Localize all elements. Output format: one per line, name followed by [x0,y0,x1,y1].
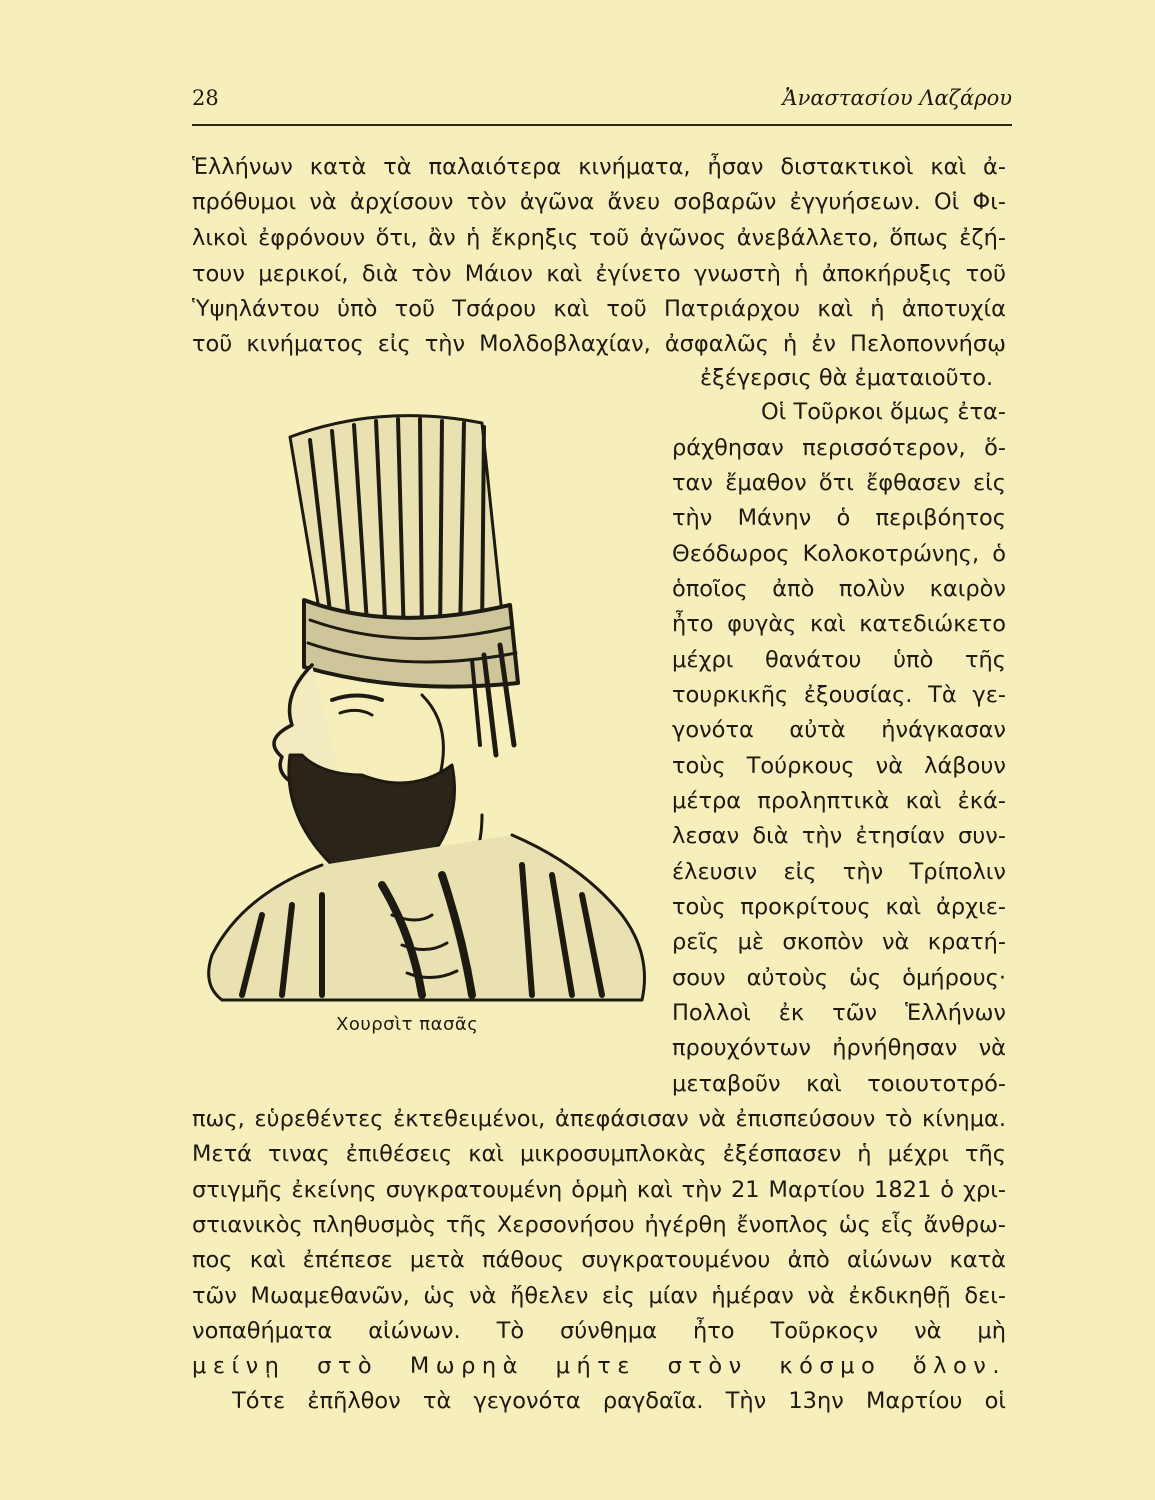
text-line: Θεόδωρος Κολοκοτρώνης, ὁ [672,541,1006,567]
text-line: λεσαν διὰ τὴν ἐτησίαν συν- [672,823,1006,849]
text-line: πρόθυμοι νὰ ἀρχίσουν τὸν ἀγῶνα ἄνευ σοβαρῶν ἐγγυήσεων. Οἱ Φι- [192,189,1006,215]
running-head: Ἀναστασίου Λαζάρου [782,86,1012,110]
text-line: ρεῖς μὲ σκοπὸν νὰ κρατή- [672,929,1006,955]
text-line: ράχθησαν περισσότερον, ὅ- [672,435,1006,461]
text-line: προυχόντων ἠρνήθησαν νὰ [672,1035,1006,1061]
text-line: τῶν Μωαμεθανῶν, ὡς νὰ ἤθελεν εἰς μίαν ἡμέραν νὰ ἐκδικηθῇ δει- [192,1283,1006,1309]
text-line: γονότα αὐτὰ ἠνάγκασαν [672,717,1006,743]
text-line: ἐξέγερσις θὰ ἐματαιοῦτο. [700,365,994,391]
text-line: μεταβοῦν καὶ τοιουτοτρό- [672,1071,1006,1097]
text-line: ἦτο φυγὰς καὶ κατεδιώκετο [672,611,1006,637]
text-line: ταν ἔμαθον ὅτι ἔφθασεν εἰς [672,470,1006,496]
text-line: λικοὶ ἐφρόνουν ὅτι, ἂν ἡ ἔκρηξις τοῦ ἀγῶνος ἀνεβάλλετο, ὅπως ἐζή- [192,225,1006,251]
text-line: μέχρι θανάτου ὑπὸ τῆς [672,647,1006,673]
portrait-illustration [182,395,662,1005]
text-line: τουν μερικοί, διὰ τὸν Μάιον καὶ ἐγίνετο γνωστὴ ἡ ἀποκήρυξις τοῦ [192,261,1006,287]
text-line: τὴν Μάνην ὁ περιβόητος [672,505,1006,531]
text-line: Τότε ἐπῆλθον τὰ γεγονότα ραγδαῖα. Τὴν 13ην Μαρτίου οἱ [232,1388,1006,1414]
text-line: Ὑψηλάντου ὑπὸ τοῦ Τσάρου καὶ τοῦ Πατριάρχου καὶ ἡ ἀποτυχία [192,296,1006,322]
text-line: έλευσιν εἰς τὴν Τρίπολιν [672,859,1006,885]
text-line: Οἱ Τοῦρκοι ὅμως ἐτα- [760,399,1006,425]
figure-caption: Χουρσὶτ πασᾶς [336,1014,479,1035]
text-line: μείνῃ στὸ Μωρηὰ μήτε στὸν κόσμο ὅλον. [192,1353,1006,1379]
text-line: στιανικὸς πληθυσμὸς τῆς Χερσονήσου ἠγέρθη ἔνοπλος ὡς εἷς ἄνθρω- [192,1212,1006,1238]
text-line: τοὺς Τούρκους νὰ λάβουν [672,753,1006,779]
text-line: μέτρα προληπτικὰ καὶ ἐκά- [672,788,1006,814]
portrait-engraving [182,395,662,1005]
page-number: 28 [192,86,219,110]
text-line: στιγμῆς ἐκείνης συγκρατουμένη ὁρμὴ καὶ τὴν 21 Μαρτίου 1821 ὁ χρι- [192,1177,1006,1203]
text-line: πος καὶ ἐπέπεσε μετὰ πάθους συγκρατουμένου ἀπὸ αἰώνων κατὰ [192,1247,1006,1273]
text-line: τοῦ κινήματος εἰς τὴν Μολδοβλαχίαν, ἀσφαλῶς ἡ ἐν Πελοποννήσῳ [192,331,1006,357]
text-line: πως, εὑρεθέντες ἐκτεθειμένοι, ἀπεφάσισαν νὰ ἐπισπεύσουν τὸ κίνημα. [192,1106,1006,1132]
text-line: ὁποῖος ἀπὸ πολὺν καιρὸν [672,576,1006,602]
page-header [192,84,1012,126]
text-line: Πολλοὶ ἐκ τῶν Ἑλλήνων [672,1000,1006,1026]
text-line: Μετά τινας ἐπιθέσεις καὶ μικροσυμπλοκὰς ἐξέσπασεν ἡ μέχρι τῆς [192,1141,1006,1167]
text-line: Ἑλλήνων κατὰ τὰ παλαιότερα κινήματα, ἦσαν διστακτικοὶ καὶ ἀ- [192,154,1006,180]
text-line: νοπαθήματα αἰώνων. Τὸ σύνθημα ἦτο Τοῦρκοςν νὰ μὴ [192,1318,1006,1344]
text-line: σουν αὐτοὺς ὡς ὁμήρους· [672,965,1006,991]
text-line: τοὺς προκρίτους καὶ ἀρχιε- [672,894,1006,920]
text-line: τουρκικῆς ἐξουσίας. Τὰ γε- [672,682,1006,708]
